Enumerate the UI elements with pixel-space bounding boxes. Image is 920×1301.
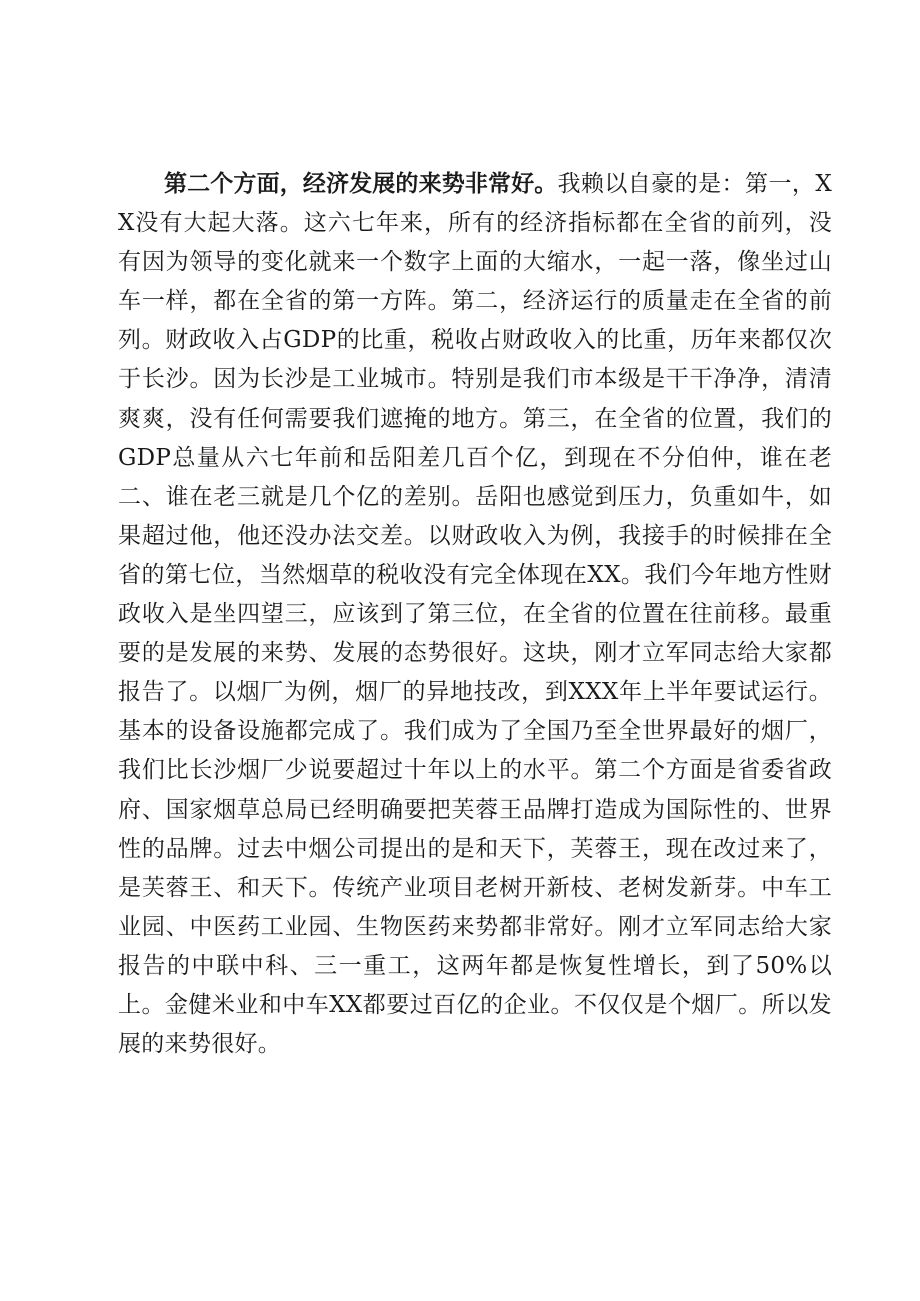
paragraph-body-text: 我赖以自豪的是：第一，XX没有大起大落。这六七年来，所有的经济指标都在全省的前列，没有因为领导的变化就来一个数字上面的大缩水，一起一落，像坐过山车一样，都在全省的第一方阵。第二，经济运行的质量走在全省的前列。财政收入占GDP的比重，税收占财政收入的比重，历年来都仅次于长沙。因为长沙是工业城市。特别是我们市本级是干干净净，清清爽爽，没有任何需要我们遮掩的地方。第三，在全省的位置，我们的GDP总量从六七年前和岳阳差几百个亿，到现在不分伯仲，谁在老二、谁在老三就是几个亿的差别。岳阳也感觉到压力，负重如牛，如果超过他，他还没办法交差。以财政收入为例，我接手的时候排在全省的第七位，当然烟草的税收没有完全体现在XX。我们今年地方性财政收入是坐四望三，应该到了第三位，在全省的位置在往前移。最重要的是发展的来势、发展的态势很好。这块，刚才立军同志给大家都报告了。以烟厂为例，烟厂的异地技改，到XXX年上半年要试运行。基本的设备设施都完成了。我们成为了全国乃至全世界最好的烟厂，我们比长沙烟厂少说要超过十年以上的水平。第二个方面是省委省政府、国家烟草总局已经明确要把芙蓉王品牌打造成为国际性的、世界性的品牌。过去中烟公司提出的是和天下，芙蓉王，现在改过来了，是芙蓉王、和天下。传统产业项目老树开新枝、老树发新芽。中车工业园、中医药工业园、生物医药来势都非常好。刚才立军同志给大家报告的中联中科、三一重工，这两年都是恢复性增长，到了50%以上。金健米业和中车XX都要过百亿的企业。不仅仅是个烟厂。所以发展的来势很好。	[118, 171, 833, 1058]
document-page	[118, 165, 832, 1064]
paragraph-lead-heading: 第二个方面，经济发展的来势非常好。	[164, 171, 558, 197]
body-paragraph	[118, 165, 832, 1064]
